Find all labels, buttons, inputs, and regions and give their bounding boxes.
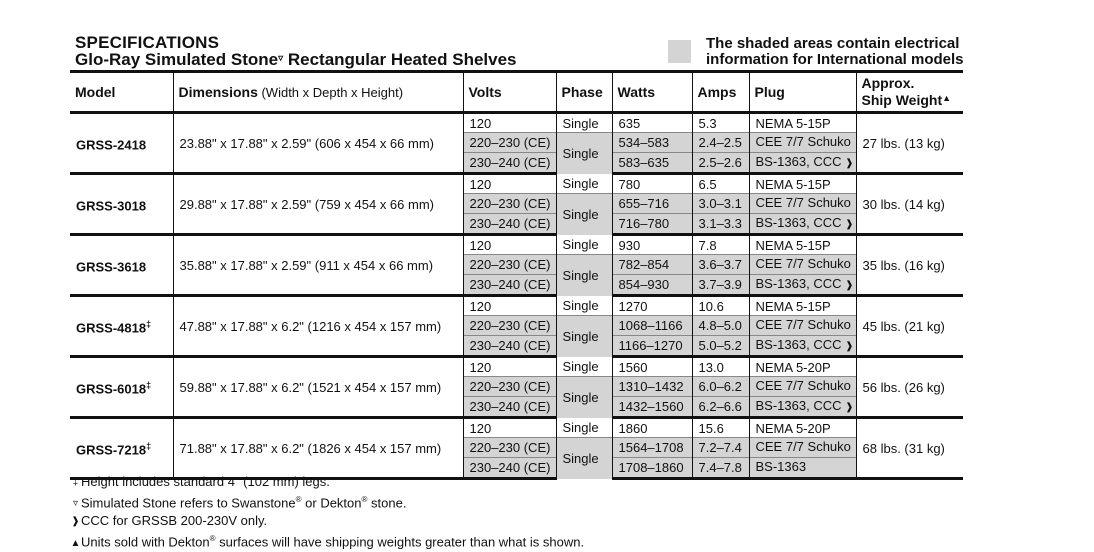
dimensions-cell: 29.88" x 17.88" x 2.59" (759 x 454 x 66 mm) <box>173 174 463 235</box>
volts-cell: 120 <box>463 357 556 377</box>
plug-cell <box>749 275 856 296</box>
volts-cell: 120 <box>463 418 556 438</box>
plug-text: BS-1363, CCC <box>755 276 842 291</box>
amps-cell: 3.1–3.3 <box>692 214 749 235</box>
plug-cell <box>749 397 856 418</box>
watts-cell: 635 <box>612 113 692 133</box>
plug-cell <box>749 336 856 357</box>
watts-cell: 854–930 <box>612 275 692 296</box>
plug-cell: NEMA 5-15P <box>749 296 856 316</box>
phase-cell: Single <box>556 174 612 194</box>
volts-cell: 120 <box>463 113 556 133</box>
plug-cell <box>749 214 856 235</box>
volts-cell: 230–240 (CE) <box>463 153 556 174</box>
footnote-text: Units sold with Dekton <box>81 534 210 550</box>
volts-cell: 230–240 (CE) <box>463 397 556 418</box>
plug-cell: NEMA 5-20P <box>749 357 856 377</box>
plug-text: CEE 7/7 Schuko <box>755 195 851 210</box>
weight-cell: 45 lbs. (21 kg) <box>856 296 963 357</box>
plug-text: BS-1363, CCC <box>755 337 842 352</box>
plug-cell <box>749 133 856 153</box>
volts-cell: 230–240 (CE) <box>463 275 556 296</box>
ccc-note-mark-icon: ❱ <box>845 402 854 413</box>
registered-mark: ® <box>295 495 302 504</box>
plug-cell: NEMA 5-15P <box>749 235 856 255</box>
header-model: Model <box>70 72 173 113</box>
leg-note-mark-icon: ‡ <box>146 318 152 329</box>
model-cell <box>70 296 173 357</box>
watts-cell: 1708–1860 <box>612 458 692 479</box>
watts-cell: 583–635 <box>612 153 692 174</box>
amps-cell: 4.8–5.0 <box>692 316 749 336</box>
plug-cell <box>749 316 856 336</box>
watts-cell: 1860 <box>612 418 692 438</box>
amps-cell: 7.4–7.8 <box>692 458 749 479</box>
plug-text: CEE 7/7 Schuko <box>755 317 851 332</box>
volts-cell: 220–230 (CE) <box>463 194 556 214</box>
dimensions-cell: 47.88" x 17.88" x 6.2" (1216 x 454 x 157 mm) <box>173 296 463 357</box>
phase-cell: Single <box>556 418 612 438</box>
amps-cell: 5.0–5.2 <box>692 336 749 357</box>
header-weight-line2: Ship Weight <box>861 92 943 108</box>
footnote <box>70 530 584 551</box>
dimensions-cell: 71.88" x 17.88" x 6.2" (1826 x 454 x 157 mm) <box>173 418 463 479</box>
table-row <box>70 113 963 133</box>
footnotes <box>70 473 584 552</box>
footnote-symbol-icon: ‡ <box>72 477 79 488</box>
plug-cell: NEMA 5-15P <box>749 113 856 133</box>
footnote <box>70 491 584 512</box>
weight-cell: 30 lbs. (14 kg) <box>856 174 963 235</box>
volts-cell: 230–240 (CE) <box>463 458 556 479</box>
amps-cell: 3.7–3.9 <box>692 275 749 296</box>
phase-cell: Single <box>556 255 612 296</box>
header-dimensions-label: Dimensions <box>178 84 258 100</box>
plug-cell <box>749 377 856 397</box>
volts-cell: 220–230 (CE) <box>463 316 556 336</box>
plug-text: CEE 7/7 Schuko <box>755 439 851 454</box>
header-weight <box>856 72 963 113</box>
volts-cell: 120 <box>463 174 556 194</box>
amps-cell: 10.6 <box>692 296 749 316</box>
model-number: GRSS-2418 <box>76 137 147 153</box>
footnote-text: or Dekton <box>301 495 362 511</box>
amps-cell: 15.6 <box>692 418 749 438</box>
watts-cell: 782–854 <box>612 255 692 275</box>
header-row <box>70 72 963 113</box>
weight-cell: 68 lbs. (31 kg) <box>856 418 963 479</box>
phase-cell: Single <box>556 316 612 357</box>
amps-cell: 2.5–2.6 <box>692 153 749 174</box>
spec-title: SPECIFICATIONS <box>75 33 220 52</box>
watts-cell: 534–583 <box>612 133 692 153</box>
watts-cell: 655–716 <box>612 194 692 214</box>
weight-cell: 35 lbs. (16 kg) <box>856 235 963 296</box>
footnote-text: stone. <box>367 495 407 511</box>
model-cell <box>70 113 173 174</box>
plug-cell: NEMA 5-20P <box>749 418 856 438</box>
dimensions-cell: 59.88" x 17.88" x 6.2" (1521 x 454 x 157 mm) <box>173 357 463 418</box>
volts-cell: 120 <box>463 296 556 316</box>
shaded-legend-swatch <box>668 40 691 63</box>
phase-cell: Single <box>556 296 612 316</box>
table-row <box>70 235 963 255</box>
footnote-symbol-icon: ▿ <box>72 498 79 510</box>
header-volts: Volts <box>463 72 556 113</box>
model-number: GRSS-3018 <box>76 198 147 214</box>
phase-cell: Single <box>556 377 612 418</box>
header-watts: Watts <box>612 72 692 113</box>
plug-text: CEE 7/7 Schuko <box>755 256 851 271</box>
amps-cell: 3.6–3.7 <box>692 255 749 275</box>
amps-cell: 2.4–2.5 <box>692 133 749 153</box>
registered-mark: ® <box>361 495 368 504</box>
phase-cell: Single <box>556 357 612 377</box>
volts-cell: 230–240 (CE) <box>463 214 556 235</box>
ccc-note-mark-icon: ❱ <box>845 280 854 291</box>
dimensions-cell: 35.88" x 17.88" x 2.59" (911 x 454 x 66 mm) <box>173 235 463 296</box>
plug-text: BS-1363, CCC <box>755 154 842 169</box>
model-number: GRSS-3618 <box>76 259 147 275</box>
plug-text: CEE 7/7 Schuko <box>755 378 851 393</box>
watts-cell: 780 <box>612 174 692 194</box>
volts-cell: 220–230 (CE) <box>463 438 556 458</box>
weight-cell: 27 lbs. (13 kg) <box>856 113 963 174</box>
spec-subtitle <box>75 50 517 70</box>
phase-cell: Single <box>556 133 612 174</box>
ccc-note-mark-icon: ❱ <box>845 219 854 230</box>
watts-cell: 1270 <box>612 296 692 316</box>
phase-cell: Single <box>556 194 612 235</box>
spec-table <box>70 70 963 480</box>
watts-cell: 1068–1166 <box>612 316 692 336</box>
plug-text: BS-1363 <box>755 459 807 474</box>
plug-text: BS-1363, CCC <box>755 398 842 413</box>
amps-cell: 5.3 <box>692 113 749 133</box>
watts-cell: 1432–1560 <box>612 397 692 418</box>
watts-cell: 716–780 <box>612 214 692 235</box>
registered-mark: ® <box>209 534 216 544</box>
plug-cell <box>749 438 856 458</box>
table-row <box>70 357 963 377</box>
footnote <box>70 512 584 530</box>
amps-cell: 6.5 <box>692 174 749 194</box>
weight-note-mark-icon: ▲ <box>942 93 952 103</box>
table-row <box>70 296 963 316</box>
plug-cell <box>749 194 856 214</box>
watts-cell: 1166–1270 <box>612 336 692 357</box>
footnote-symbol-icon: ▲ <box>70 537 81 549</box>
weight-cell: 56 lbs. (26 kg) <box>856 357 963 418</box>
amps-cell: 6.0–6.2 <box>692 377 749 397</box>
footnote-symbol-icon: ❱ <box>71 516 80 528</box>
header-phase: Phase <box>556 72 612 113</box>
plug-text: BS-1363, CCC <box>755 215 842 230</box>
header-weight-line1: Approx. <box>861 75 915 91</box>
phase-cell: Single <box>556 438 612 479</box>
ccc-note-mark-icon: ❱ <box>845 341 854 352</box>
plug-cell: NEMA 5-15P <box>749 174 856 194</box>
plug-cell <box>749 255 856 275</box>
amps-cell: 13.0 <box>692 357 749 377</box>
watts-cell: 1310–1432 <box>612 377 692 397</box>
subtitle-text-rest: Rectangular Heated Shelves <box>283 50 517 69</box>
footnote-text: surfaces will have shipping weights greater than what is shown. <box>215 534 585 550</box>
footnote-text: Simulated Stone refers to Swanstone <box>81 495 296 511</box>
leg-note-mark-icon: ‡ <box>146 379 152 390</box>
header-plug: Plug <box>749 72 856 113</box>
amps-cell: 6.2–6.6 <box>692 397 749 418</box>
amps-cell: 7.2–7.4 <box>692 438 749 458</box>
footnote-text: CCC for GRSSB 200-230V only. <box>81 513 268 529</box>
watts-cell: 1564–1708 <box>612 438 692 458</box>
footnote <box>70 473 584 491</box>
watts-cell: 930 <box>612 235 692 255</box>
plug-text: CEE 7/7 Schuko <box>755 134 851 149</box>
ccc-note-mark-icon: ❱ <box>845 158 854 169</box>
volts-cell: 220–230 (CE) <box>463 377 556 397</box>
phase-cell: Single <box>556 235 612 255</box>
volts-cell: 120 <box>463 235 556 255</box>
model-number: GRSS-6018 <box>76 381 147 397</box>
volts-cell: 220–230 (CE) <box>463 255 556 275</box>
shaded-legend-text: The shaded areas contain electrical information for International models <box>706 35 964 68</box>
watts-cell: 1560 <box>612 357 692 377</box>
plug-cell <box>749 153 856 174</box>
table-row <box>70 174 963 194</box>
model-cell <box>70 418 173 479</box>
leg-note-mark-icon: ‡ <box>146 440 152 451</box>
model-cell <box>70 357 173 418</box>
simulated-stone-mark-icon: ▿ <box>278 53 284 64</box>
amps-cell: 3.0–3.1 <box>692 194 749 214</box>
dimensions-cell: 23.88" x 17.88" x 2.59" (606 x 454 x 66 mm) <box>173 113 463 174</box>
header-amps: Amps <box>692 72 749 113</box>
model-number: GRSS-7218 <box>76 442 147 458</box>
model-cell <box>70 235 173 296</box>
model-cell <box>70 174 173 235</box>
model-number: GRSS-4818 <box>76 320 147 336</box>
volts-cell: 230–240 (CE) <box>463 336 556 357</box>
header-dimensions-sub: (Width x Depth x Height) <box>257 85 404 100</box>
amps-cell: 7.8 <box>692 235 749 255</box>
footnote-text: Height includes standard 4" (102 mm) legs. <box>81 474 330 489</box>
phase-cell: Single <box>556 113 612 133</box>
subtitle-text: Glo-Ray Simulated Stone <box>75 50 279 69</box>
volts-cell: 220–230 (CE) <box>463 133 556 153</box>
table-row <box>70 418 963 438</box>
plug-cell <box>749 458 856 479</box>
header-dimensions <box>173 72 463 113</box>
